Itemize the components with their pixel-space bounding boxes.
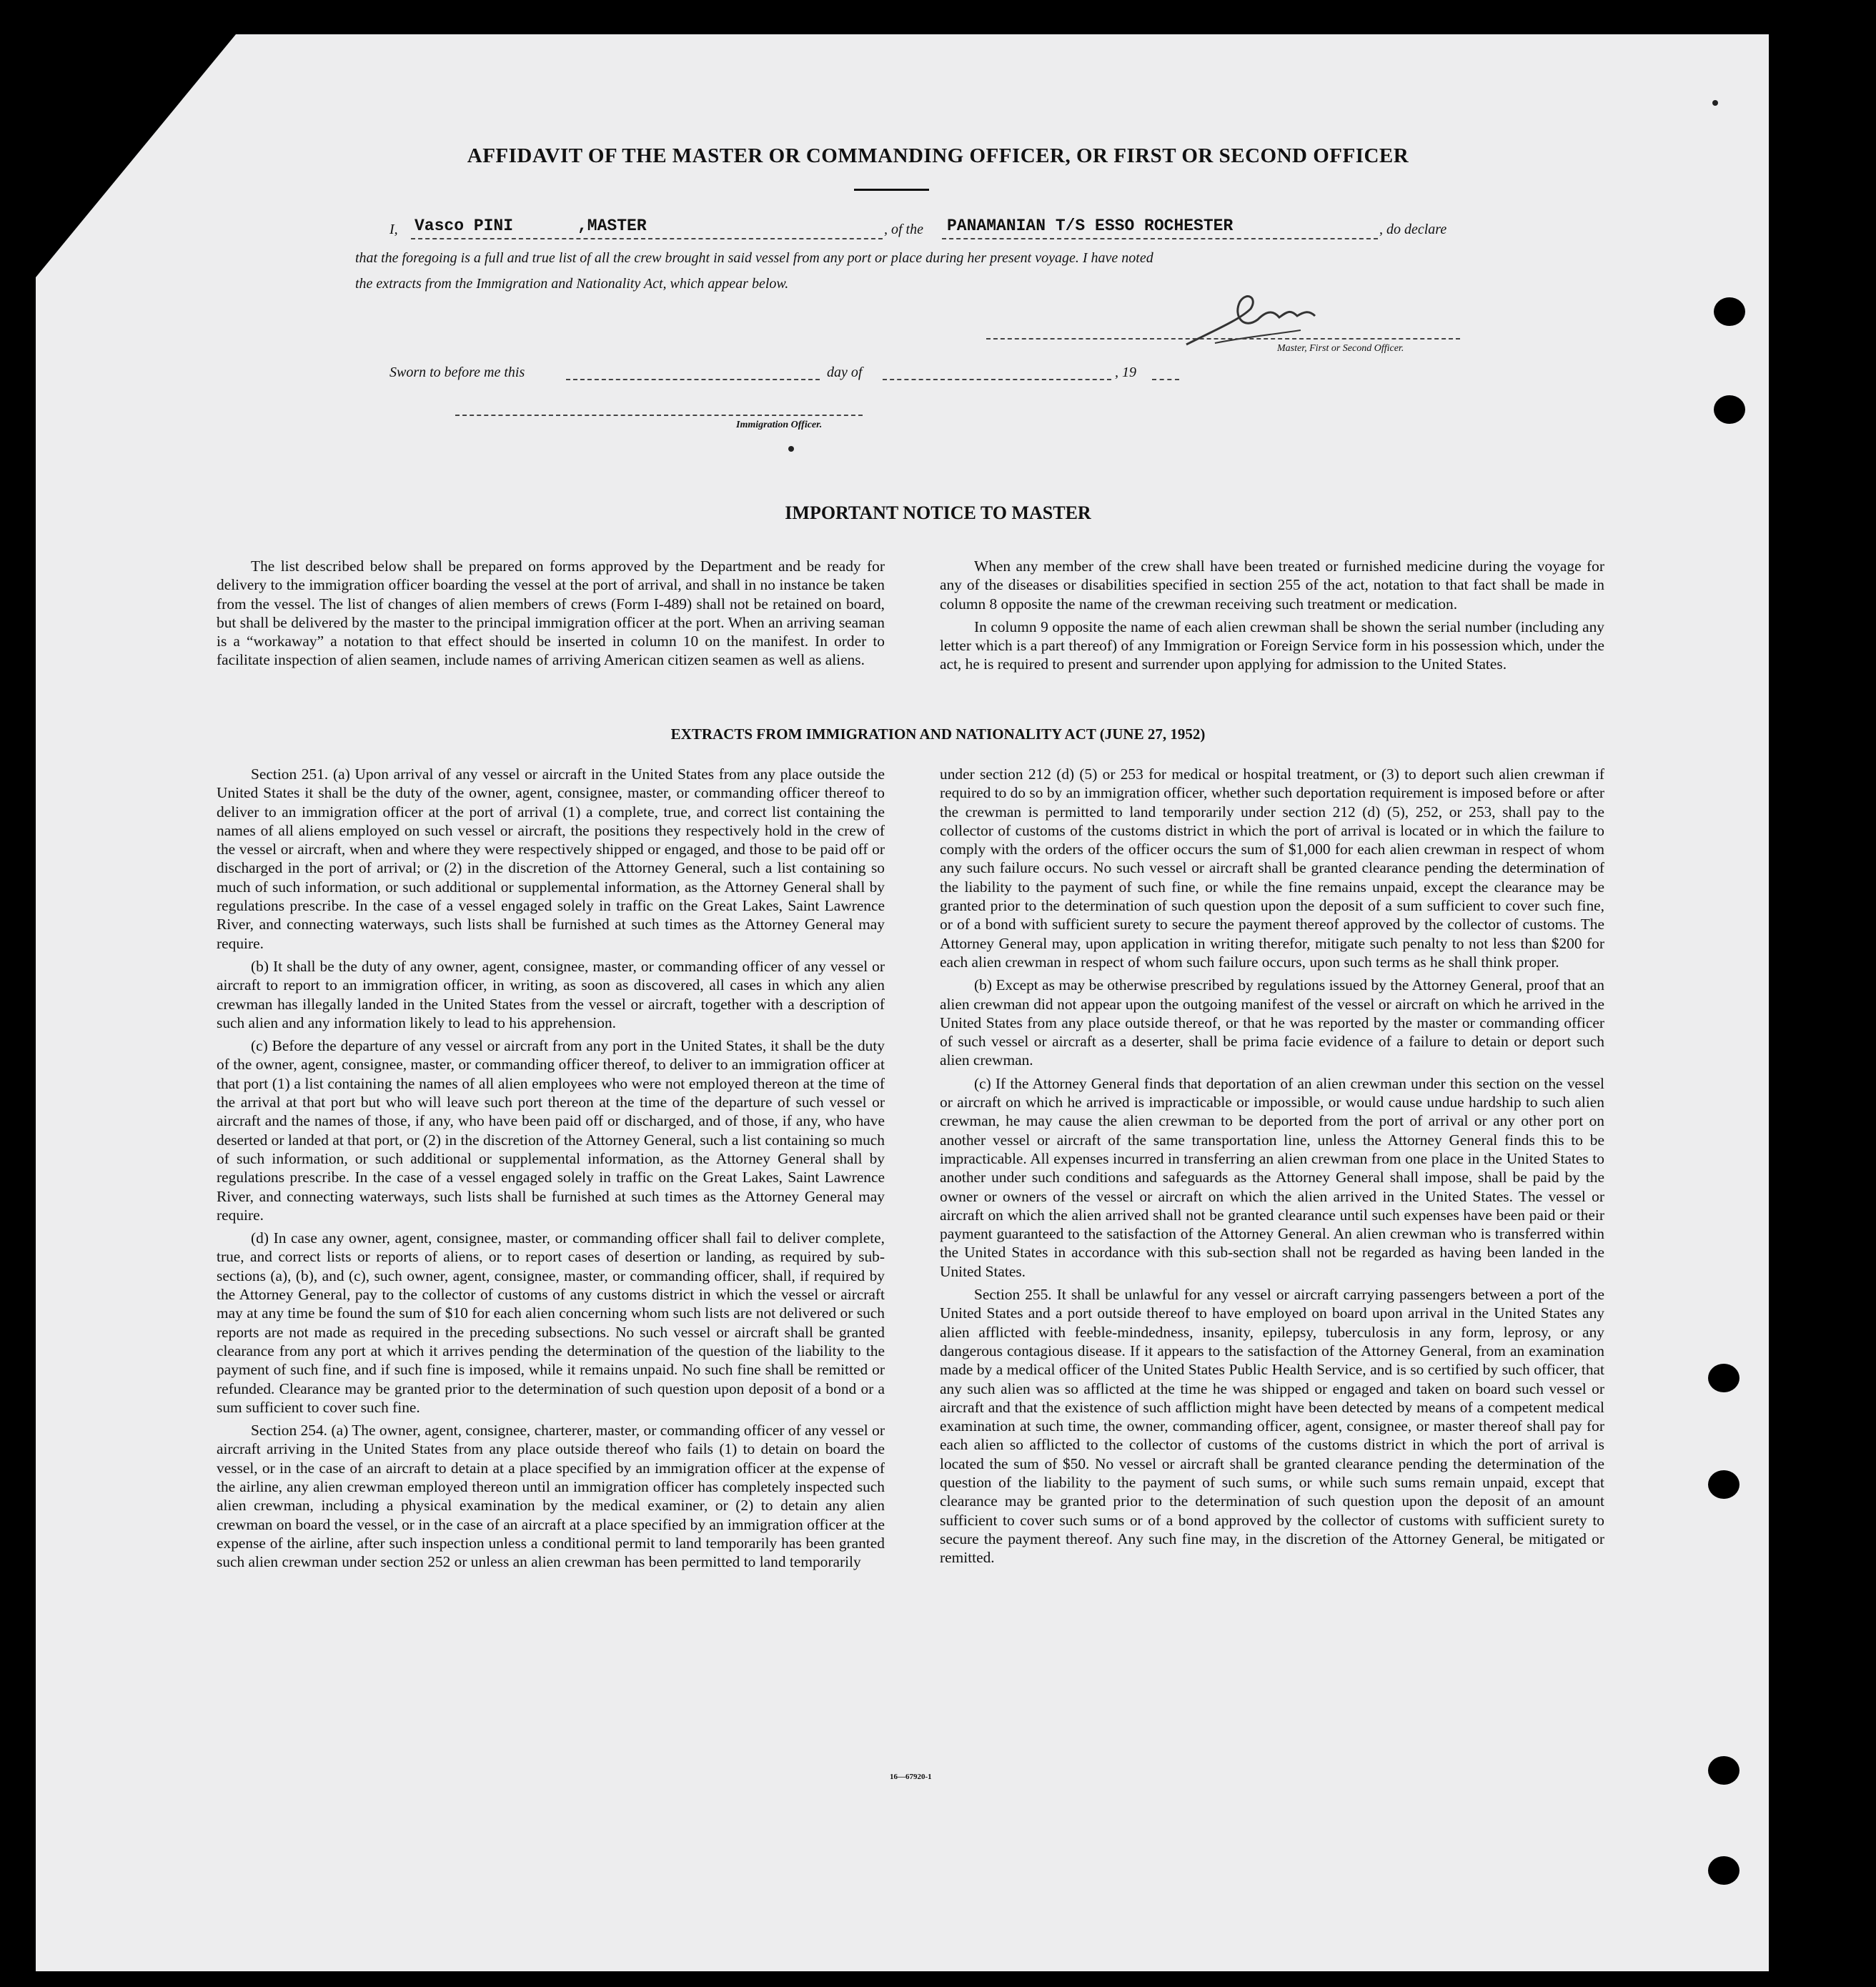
- extracts-title: EXTRACTS FROM IMMIGRATION AND NATIONALITY ACT (JUNE 27, 1952): [670, 725, 1206, 743]
- title-underline: [854, 189, 929, 191]
- signature-line: [986, 338, 1460, 340]
- speck-mark: [1712, 100, 1718, 106]
- section-paragraph: (c) If the Attorney General finds that deportation of an alien crewman under this section on the vessel or aircraft on which he arrived is impracticable or impossible, or would cause undue hardship to such alien crewman, he may cause the alien crewman to be deported from the port of arrival or any other port on another vessel or aircraft of the same transportation line, unless the Attorney General finds this to be impracticable. All expenses incurred in transferring an alien crewman from one place in the United States to another under such conditions and safeguards as the Attorney General shall impose, shall be paid by the owner or owners of the vessel or aircraft on which the alien arrived in the United States. The vessel or aircraft on which the alien arrived shall not be granted clearance until such expenses have been paid or their payment guaranteed to the satisfaction of the Attorney General. An alien crewman who is transferred within the United States in accordance with this sub-section shall not be regarded as having been landed in the United States.: [940, 1074, 1604, 1280]
- section-paragraph: (b) Except as may be otherwise prescribed by regulations issued by the Attorney General, proof that an alien crewman did not appear upon the outgoing manifest of the vessel or aircraft on which he arrived in the United States from any place outside thereof, or that he was reported by the master or commanding officer of such vessel or aircraft as a deserter, shall be prima facie evidence of a failure to detain or deport such alien crewman.: [940, 976, 1604, 1069]
- declaration-line-3: the extracts from the Immigration and Nationality Act, which appear below.: [355, 276, 789, 292]
- immigration-officer-line: [455, 415, 863, 416]
- day-of-label: day of: [827, 365, 863, 380]
- punch-hole: [1714, 395, 1745, 424]
- extracts-right-column: [940, 765, 1604, 1571]
- punch-hole: [1708, 1856, 1739, 1885]
- punch-hole: [1708, 1470, 1739, 1499]
- vessel-line: [942, 238, 1378, 239]
- section-paragraph: Section 251. (a) Upon arrival of any vessel or aircraft in the United States from any place outside the United States it shall be the duty of the owner, agent, consignee, master, or commanding officer thereof to deliver to an immigration officer at the port of arrival (1) a complete, true, and correct list containing the names of all aliens employed on such vessel or aircraft, the positions they respectively hold in the crew of the vessel or aircraft, when and where they were respectively shipped or engaged, and those to be paid off or discharged in the port of arrival; or (2) in the discretion of the Attorney General, such a list containing so much of such information, or such additional or supplemental information, as the Attorney General shall by regulations prescribe. In the case of a vessel engaged solely in traffic on the Great Lakes, Saint Lawrence River, and connecting waterways, such lists shall be furnished at such times as the Attorney General may require.: [217, 765, 885, 952]
- punch-hole: [1708, 1756, 1739, 1785]
- name-line: [411, 238, 883, 239]
- form-code: 16—67920-1: [890, 1773, 932, 1781]
- signature-caption: Master, First or Second Officer.: [1277, 343, 1404, 354]
- notice-title: IMPORTANT NOTICE TO MASTER: [785, 502, 1091, 523]
- notice-right-paragraph: In column 9 opposite the name of each alien crewman shall be shown the serial number (including any letter which is a part thereof) of any Immigration or Foreign Service form in his possession which, under the act, he is required to present and surrender upon applying for admission to the United States.: [940, 618, 1604, 673]
- notice-right-column: [940, 557, 1604, 674]
- notice-left-paragraph: The list described below shall be prepared on forms approved by the Department and be ready for delivery to the immigration officer boarding the vessel at the port of arrival, and shall in no instance be taken from the vessel. The list of changes of alien members of crews (Form I-489) shall not be retained on board, but shall be delivered by the master to the principal immigration officer at the port. When an arriving seaman is a “workaway” a notation to that effect should be inserted in column 10 on the manifest. In order to facilitate inspection of alien seamen, include names of arriving American citizen seamen as well as aliens.: [217, 558, 885, 669]
- speck-mark: [788, 446, 794, 452]
- section-paragraph: (b) It shall be the duty of any owner, agent, consignee, master, or commanding officer of any vessel or aircraft to report to an immigration officer, in writing, as soon as discovered, all cases in which any alien crewman has illegally landed in the United States from the vessel or aircraft, together with a description of such alien and any information likely to lead to his apprehension.: [217, 957, 885, 1031]
- i-label: I,: [389, 222, 398, 237]
- sworn-day-line: [566, 379, 820, 380]
- section-paragraph: (d) In case any owner, agent, consignee, master, or commanding officer shall fail to deliver complete, true, and correct lists or reports of aliens, or to report cases of desertion or landing, as required by sub-sections (a), (b), and (c), such owner, agent, consignee, master, or commanding officer, shall, if required by the Attorney General, pay to the collector of customs of any customs district in which the vessel or aircraft may at any time be found the sum of $10 for each alien concerning whom such lists are not delivered or such reports are not made as required in the preceding subsections. No such vessel or aircraft shall be granted clearance from any port at which it arrives pending the determination of the question of the liability to the payment of such fine, and if such fine is imposed, while it remains unpaid. No such fine shall be remitted or refunded. Clearance may be granted prior to the determination of such question upon deposit of a bond or a sum sufficient to cover such fine.: [217, 1229, 885, 1416]
- of-the-label: , of the: [884, 222, 923, 237]
- do-declare-label: , do declare: [1379, 222, 1447, 237]
- section-paragraph: Section 254. (a) The owner, agent, consignee, charterer, master, or commanding officer of any vessel or aircraft arriving in the United States from any place outside thereof who fails (1) to detain on board the vessel, or in the case of an aircraft to detain at a place specified by an immigration officer at the expense of the airline, any alien crewman employed thereon until an immigration officer has completely inspected such alien crewman, including a physical examination by the medical examiner, or (2) to detain any alien crewman on board the vessel, or in the case of an aircraft at a place specified by an immigration officer at the expense of the airline, after such inspection unless a conditional permit to land temporarily has been granted such alien crewman under section 252 or unless an alien crewman has been permitted to land temporarily: [217, 1422, 885, 1571]
- year-label: , 19: [1115, 365, 1136, 380]
- sworn-month-line: [883, 379, 1111, 380]
- affidavit-title: AFFIDAVIT OF THE MASTER OR COMMANDING OFFICER, OR FIRST OR SECOND OFFICER: [467, 144, 1409, 167]
- master-name: Vasco PINI: [415, 217, 514, 235]
- sworn-year-line: [1152, 379, 1179, 380]
- section-paragraph: under section 212 (d) (5) or 253 for medical or hospital treatment, or (3) to deport such alien crewman if required to do so by an immigration officer, whether such deportation requirement is imposed before or after the crewman is permitted to land temporarily under section 212 (d) (5), 252, or 253, shall pay to the collector of customs of the customs district in which the port of arrival is located or in which the failure to comply with the orders of the officer occurs the sum of $1,000 for each alien crewman in respect of whom any such failure occurs. No such vessel or aircraft shall be granted clearance pending the determination of the liability to the payment of such fine, or while the fine remains unpaid, except the clearance may be granted prior to the determination of such question upon the deposit of a sum sufficient to cover such fine, or of a bond with sufficient surety to secure the payment thereof approved by the collector of customs. The Attorney General may, upon application in writing therefor, mitigate such penalty to not less than $200 for each alien crewman in respect of whom such failure occurs, upon such terms as he shall think proper.: [940, 765, 1604, 971]
- notice-right-paragraph: When any member of the crew shall have been treated or furnished medicine during the voyage for any of the diseases or disabilities specified in section 255 of the act, notation to that fact shall be made in column 8 opposite the name of the crewman receiving such treatment or medication.: [940, 558, 1604, 613]
- master-rank: ,MASTER: [577, 217, 647, 235]
- vessel-name: PANAMANIAN T/S ESSO ROCHESTER: [947, 217, 1234, 235]
- section-paragraph: Section 255. It shall be unlawful for any vessel or aircraft carrying passengers between a port of the United States and a port outside thereof to have employed on board upon arrival in the United States any alien afflicted with feeble-mindedness, insanity, epilepsy, tuberculosis in any form, leprosy, or any dangerous contagious disease. If it appears to the satisfaction of the Attorney General, from an examination made by a medical officer of the United States Public Health Service, and is so certified by such officer, that any such alien was so afflicted at the time he was shipped or engaged and taken on board such vessel or aircraft and that the existence of such affliction might have been detected by means of a competent medical examination at such time, the owner, commanding officer, agent, consignee, or master thereof shall pay for each alien so afflicted to the collector of customs of the customs district in which the port of arrival is located the sum of $50. No vessel or aircraft shall be granted clearance pending the determination of the question of the liability to the payment of such sums, or while such sums remain unpaid, except that clearance may be granted prior to the determination of such question upon the deposit of an amount sufficient to cover such sums or of a bond approved by the collector of customs with sufficient surety to secure the payment thereof. Any such fine may, in the discretion of the Attorney General, be mitigated or remitted.: [940, 1286, 1604, 1567]
- declaration-line-2: that the foregoing is a full and true list of all the crew brought in said vessel from any port or place during her present voyage. I have noted: [355, 250, 1153, 266]
- punch-hole: [1714, 297, 1745, 326]
- section-paragraph: (c) Before the departure of any vessel or aircraft from any port in the United States, it shall be the duty of the owner, agent, consignee, master, or commanding officer thereof, to deliver to an immigration officer at that port (1) a list containing the names of all alien employees who were not employed thereon at the time of the arrival at that port but who will leave such port thereon at the time of the departure of such vessel or aircraft and the names of those, if any, who have been paid off or discharged, and of those, if any, who have deserted or landed at that port, or (2) in the discretion of the Attorney General, such a list containing so much of such information, or such additional or supplemental information, as the Attorney General shall by regulations prescribe. In the case of a vessel engaged solely in traffic on the Great Lakes, Saint Lawrence River, and connecting waterways, such lists shall be furnished at such times as the Attorney General may require.: [217, 1037, 885, 1224]
- punch-hole: [1708, 1364, 1739, 1392]
- extracts-left-column: [217, 765, 885, 1575]
- sworn-label: Sworn to before me this: [389, 365, 525, 380]
- immigration-officer-caption: Immigration Officer.: [736, 420, 823, 430]
- notice-left-column: [217, 557, 885, 674]
